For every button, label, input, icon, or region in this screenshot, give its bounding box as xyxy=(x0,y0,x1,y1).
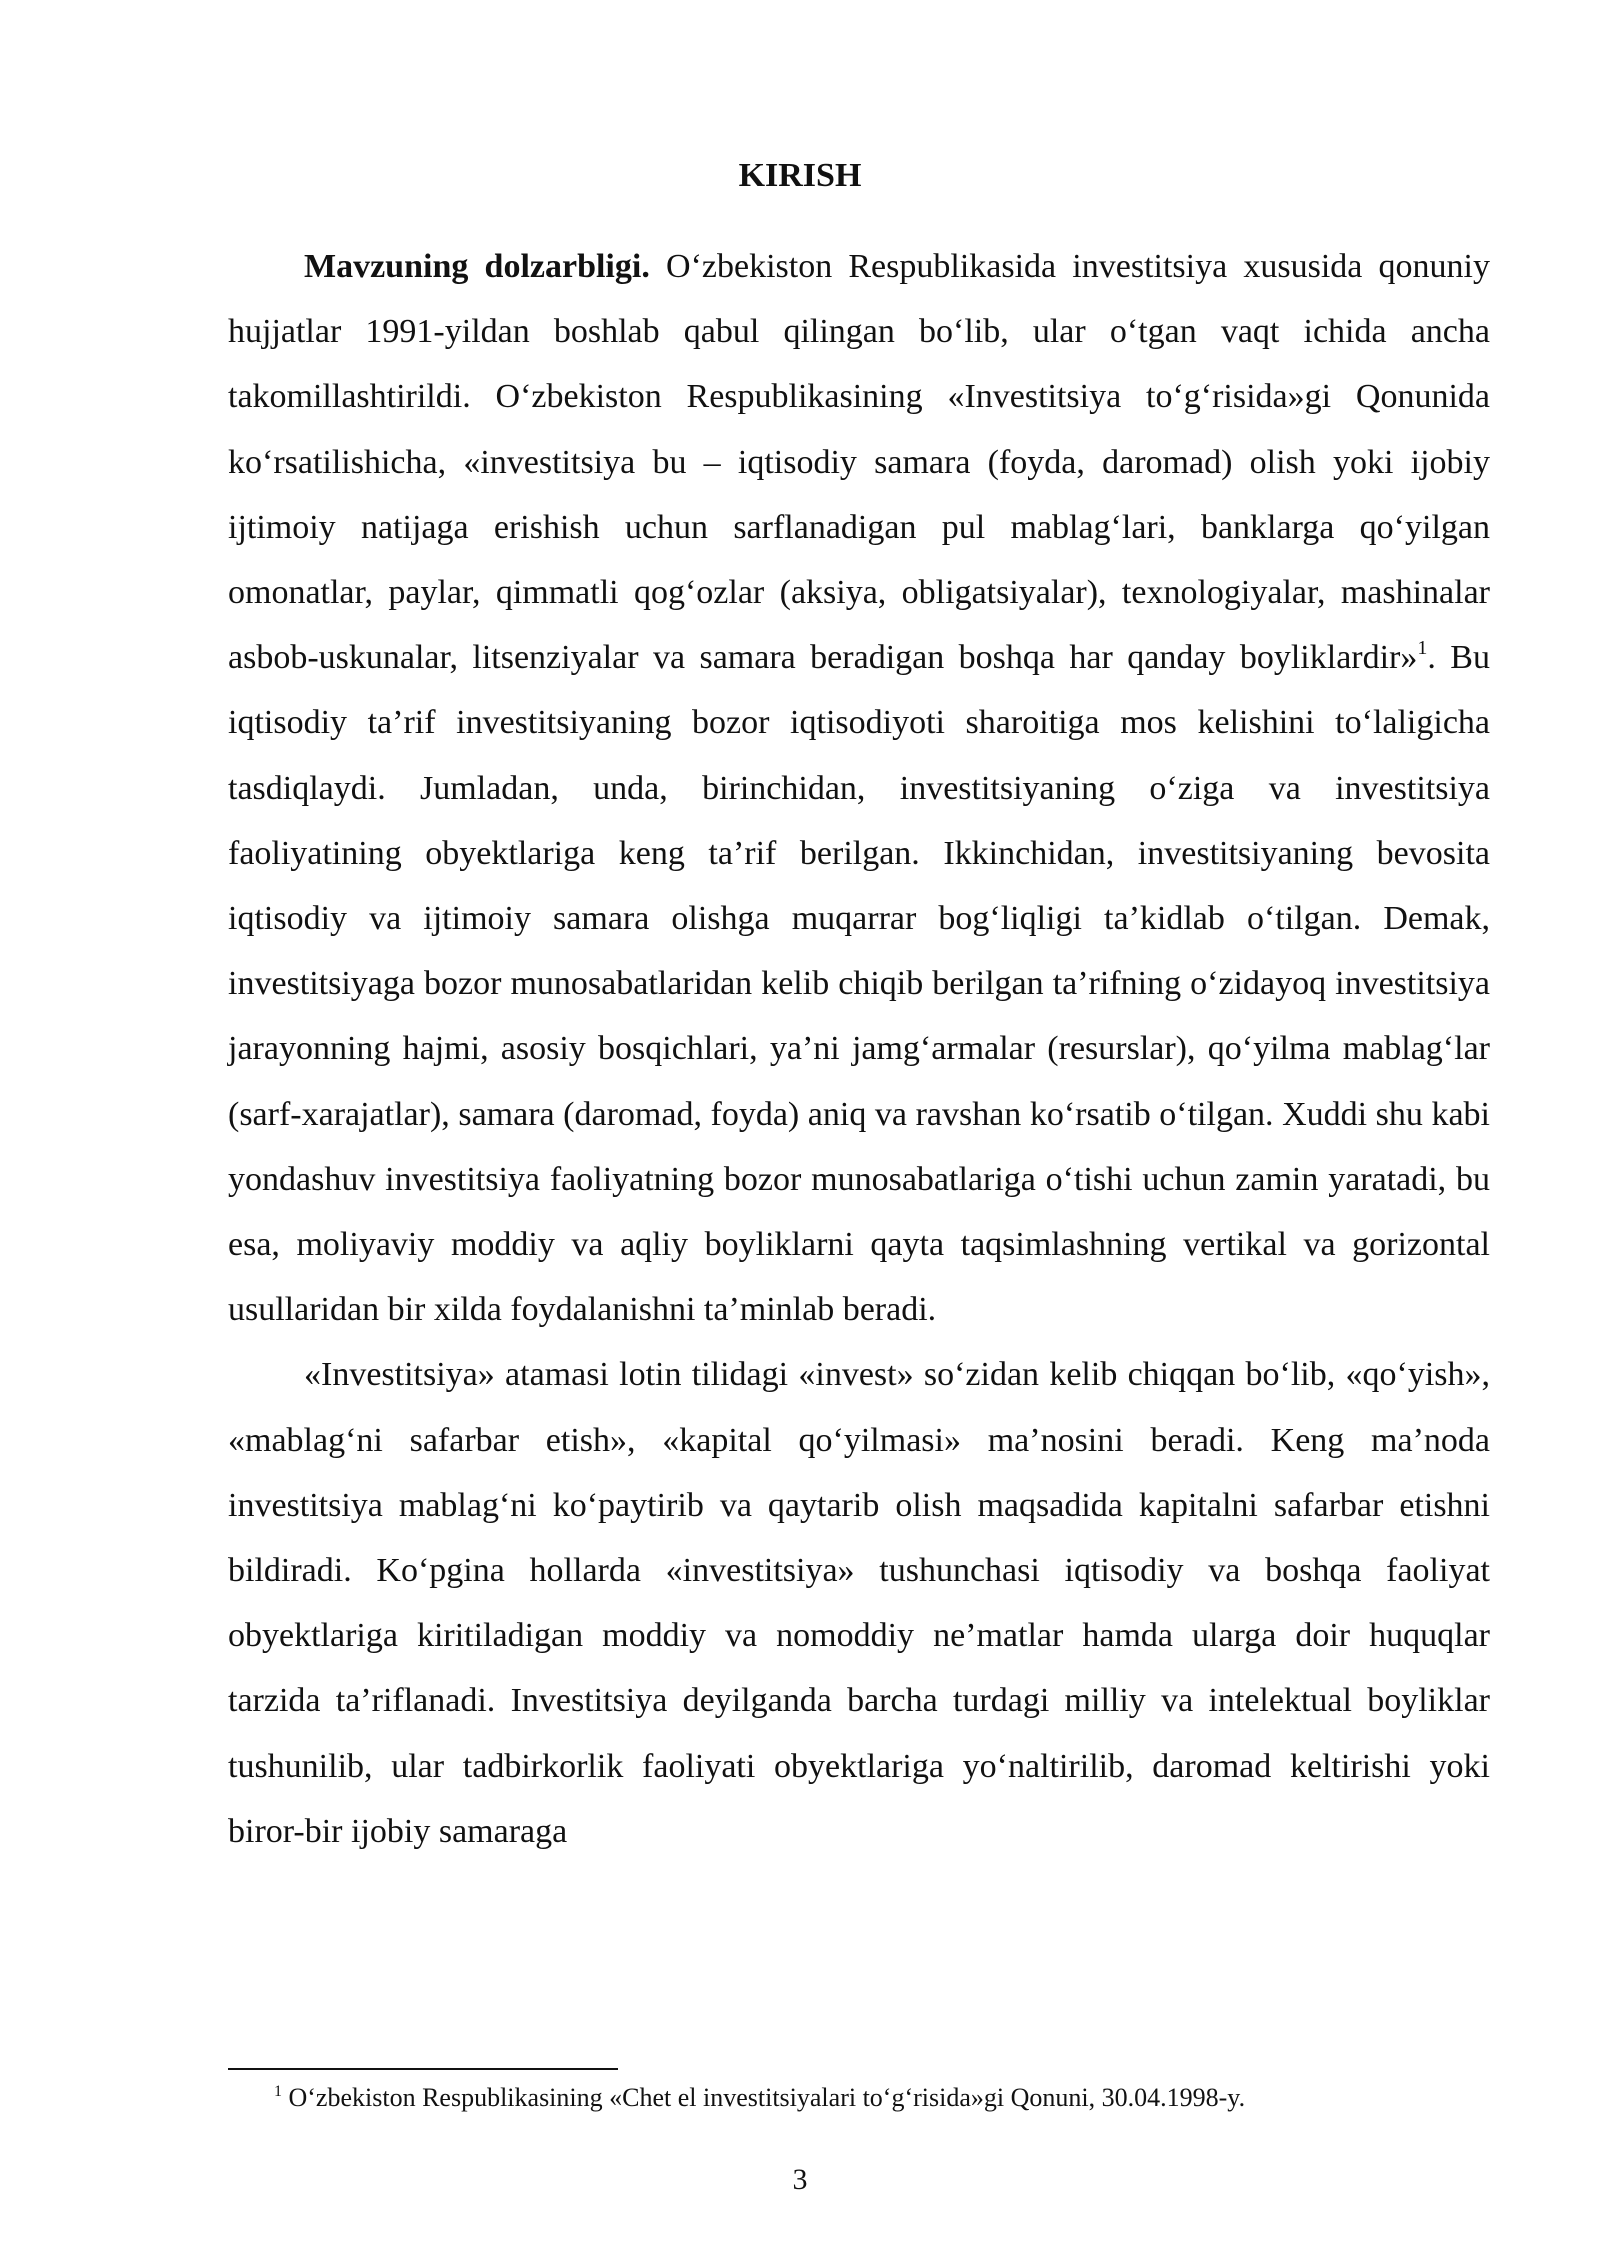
paragraph-text-part-1: O‘zbekiston Respublikasida investitsiya xususida qonuniy hujjatlar 1991-yildan boshlab qabul qilingan bo‘lib, ular o‘tgan vaqt ichida ancha takomillashtirildi. O‘zbekiston Respublikasining «Investitsiya to‘g‘risida»gi Qonunida ko‘rsatilishicha, «investitsiya bu – iqtisodiy samara (foyda, daromad) olish yoki ijobiy ijtimoiy natijaga erishish uchun sarflanadigan pul mablag‘lari, banklarga qo‘yilgan omonatlar, paylar, qimmatli qog‘ozlar (aksiya, obligatsiyalar), texnologiyalar, mashinalar asbob-uskunalar, litsenziyalar va samara beradigan boshqa har qanday boyliklardir» xyxy=(228,248,1490,677)
footnote-reference[interactable]: 1 xyxy=(1417,637,1428,660)
body-text xyxy=(228,234,1490,1864)
paragraph-investment-term: «Investitsiya» atamasi lotin tilidagi «invest» so‘zidan kelib chiqqan bo‘lib, «qo‘yish», «mablag‘ni safarbar etish», «kapital qo‘yilmasi» ma’nosini beradi. Keng ma’noda investitsiya mablag‘ni ko‘paytirib va qaytarib olish maqsadida kapitalni safarbar etishni bildiradi. Ko‘pgina hollarda «investitsiya» tushunchasi iqtisodiy va boshqa faoliyat obyektlariga kiritiladigan moddiy va nomoddiy ne’matlar hamda ularga doir huquqlar tarzida ta’riflanadi. Investitsiya deyilganda barcha turdagi milliy va intelektual boyliklar tushunilib, ular tadbirkorlik faoliyati obyektlariga yo‘naltirilib, daromad keltirishi yoki biror-bir ijobiy samaraga xyxy=(228,1356,1490,1850)
page-title: KIRISH xyxy=(738,157,862,194)
paragraph-relevance xyxy=(228,234,1490,1342)
paragraph-lead-heading: Mavzuning dolzarbligi. xyxy=(304,248,650,285)
page-number: 3 xyxy=(792,2163,808,2196)
footnote-text: O‘zbekiston Respublikasining «Chet el investitsiyalari to‘g‘risida»gi Qonuni, 30.04.1998-y. xyxy=(282,2083,1246,2112)
paragraph-text-part-2: . Bu iqtisodiy ta’rif investitsiyaning bozor iqtisodiyoti sharoitiga mos kelishini to‘laligicha tasdiqlaydi. Jumladan, unda, birinchidan, investitsiyaning o‘ziga va investitsiya faoliyatining obyektlariga keng ta’rif berilgan. Ikkinchidan, investitsiyaning bevosita iqtisodiy va ijtimoiy samara olishga muqarrar bog‘liqligi ta’kidlab o‘tilgan. Demak, investitsiyaga bozor munosabatlaridan kelib chiqib berilgan ta’rifning o‘zidayoq investitsiya jarayonning hajmi, asosiy bosqichlari, ya’ni jamg‘armalar (resurslar), qo‘yilma mablag‘lar (sarf-xarajatlar), samara (daromad, foyda) aniq va ravshan ko‘rsatib o‘tilgan. Xuddi shu kabi yondashuv investitsiya faoliyatning bozor munosabatlariga o‘tishi uchun zamin yaratadi, bu esa, moliyaviy moddiy va aqliy boyliklarni qayta taqsimlashning vertikal va gorizontal usullaridan bir xilda foydalanishni ta’minlab beradi. xyxy=(228,639,1490,1329)
footnote-separator xyxy=(228,2068,618,2070)
footnote xyxy=(274,2080,1490,2116)
footnote-marker: 1 xyxy=(274,2083,282,2100)
